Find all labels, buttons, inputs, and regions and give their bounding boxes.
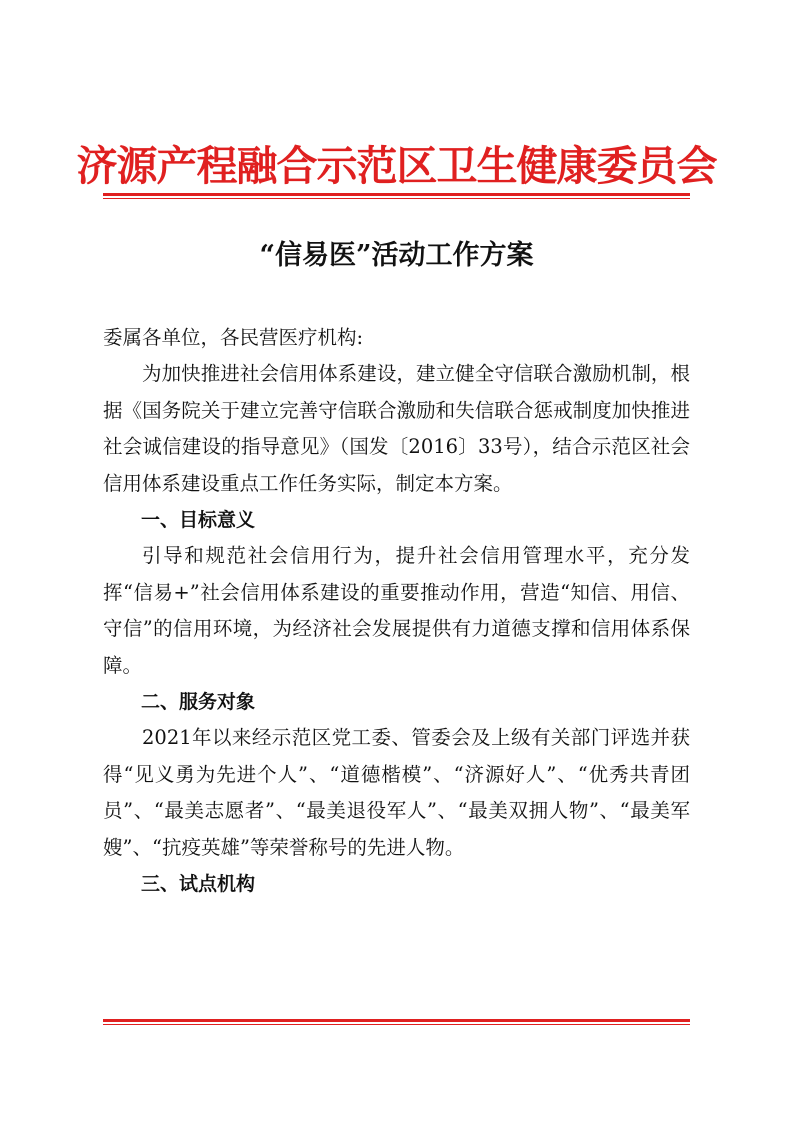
salutation: 委属各单位，各民营医疗机构: <box>103 326 364 349</box>
section-paragraph: 2021年以来经示范区党工委、管委会及上级有关部门评选并获得“见义勇为先进个人”、“道德楷模”、“济源好人”、“优秀共青团员”、“最美志愿者”、“最美退役军人”、“最美双拥人物”、“最美军嫂”、“抗疫英雄”等荣誉称号的先进人物。 <box>103 726 690 859</box>
section-paragraph: 引导和规范社会信用行为，提升社会信用管理水平，充分发挥“信易+”社会信用体系建设的重要推动作用，营造“知信、用信、守信”的信用环境，为经济社会发展提供有力道德支撑和信用体系保障。 <box>103 544 690 677</box>
section-heading: 一、目标意义 <box>141 509 256 532</box>
document-title: “信易医”活动工作方案 <box>259 240 534 271</box>
footer-rule-thick <box>103 1019 690 1022</box>
header-rule-thick <box>103 193 690 196</box>
org-header: 济源产程融合示范区卫生健康委员会 <box>76 142 717 190</box>
document-body <box>103 320 690 903</box>
intro-paragraph: 为加快推进社会信用体系建设，建立健全守信联合激励机制，根据《国务院关于建立完善守信联合激励和失信联合惩戒制度加快推进社会诚信建设的指导意见》（国发〔2016〕33号），结合示范区社会信用体系建设重点工作任务实际，制定本方案。 <box>103 362 690 495</box>
footer-rule-thin <box>103 1024 690 1025</box>
header-rule-thin <box>103 198 690 199</box>
section-heading: 三、试点机构 <box>141 873 256 896</box>
section-heading: 二、服务对象 <box>141 691 256 714</box>
